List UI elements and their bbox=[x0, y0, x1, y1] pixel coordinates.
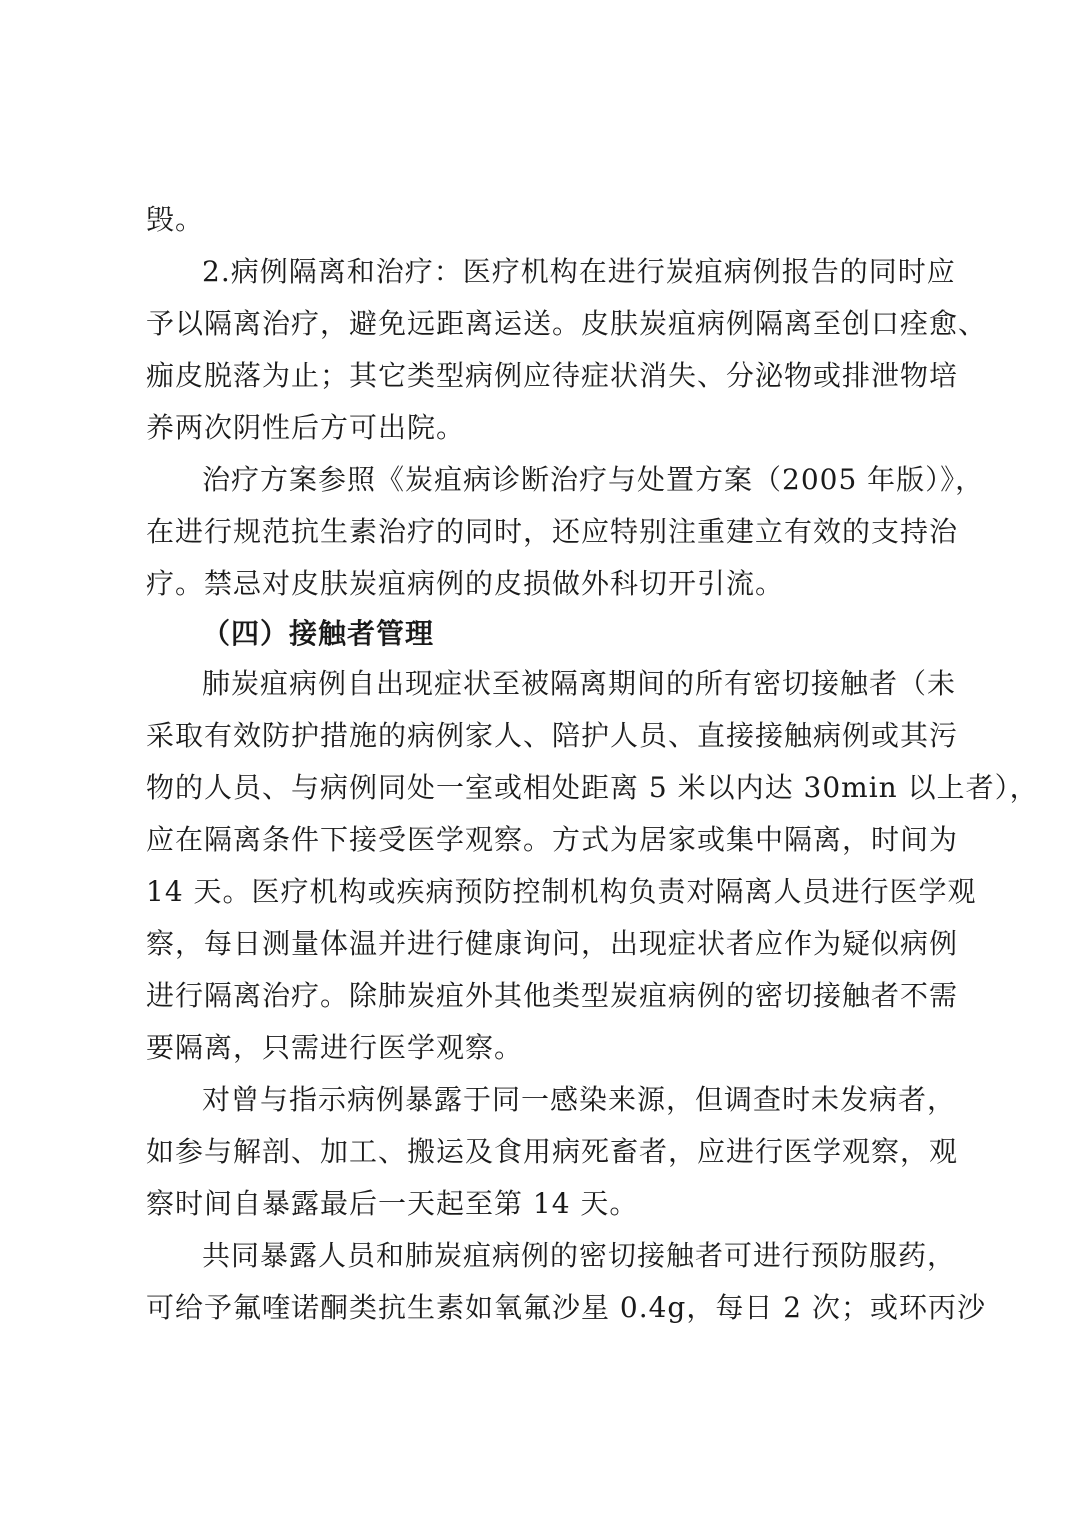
text-line: 治疗方案参照《炭疽病诊断治疗与处置方案（2005 年版）》， bbox=[202, 463, 985, 496]
text-line: 在进行规范抗生素治疗的同时，还应特别注重建立有效的支持治 bbox=[146, 515, 959, 548]
text-line: 察，每日测量体温并进行健康询问，出现症状者应作为疑似病例 bbox=[146, 927, 959, 960]
text-line: 痂皮脱落为止；其它类型病例应待症状消失、分泌物或排泄物培 bbox=[146, 359, 959, 392]
text-line: 共同暴露人员和肺炭疽病例的密切接触者可进行预防服药， bbox=[202, 1239, 957, 1272]
text-line: 予以隔离治疗，避免远距离运送。皮肤炭疽病例隔离至创口痊愈、 bbox=[146, 307, 988, 340]
text-line: 应在隔离条件下接受医学观察。方式为居家或集中隔离，时间为 bbox=[146, 823, 959, 856]
section-heading: （四）接触者管理 bbox=[202, 617, 435, 650]
text-line: 对曾与指示病例暴露于同一感染来源，但调查时未发病者， bbox=[202, 1083, 957, 1116]
text-line: 14 天。医疗机构或疾病预防控制机构负责对隔离人员进行医学观 bbox=[146, 875, 977, 908]
text-line: 2.病例隔离和治疗：医疗机构在进行炭疽病例报告的同时应 bbox=[202, 255, 956, 288]
text-line: 毁。 bbox=[146, 203, 205, 236]
text-line: 疗。禁忌对皮肤炭疽病例的皮损做外科切开引流。 bbox=[146, 567, 785, 600]
text-line: 养两次阴性后方可出院。 bbox=[146, 411, 466, 444]
text-line: 要隔离，只需进行医学观察。 bbox=[146, 1031, 524, 1064]
text-line: 察时间自暴露最后一天起至第 14 天。 bbox=[146, 1187, 639, 1220]
text-line: 如参与解剖、加工、搬运及食用病死畜者，应进行医学观察，观 bbox=[146, 1135, 959, 1168]
text-line: 进行隔离治疗。除肺炭疽外其他类型炭疽病例的密切接触者不需 bbox=[146, 979, 959, 1012]
text-line: 可给予氟喹诺酮类抗生素如氧氟沙星 0.4g，每日 2 次；或环丙沙 bbox=[146, 1291, 986, 1324]
text-line: 肺炭疽病例自出现症状至被隔离期间的所有密切接触者（未 bbox=[202, 667, 957, 700]
text-line: 物的人员、与病例同处一室或相处距离 5 米以内达 30min 以上者）， bbox=[146, 771, 1039, 804]
text-line: 采取有效防护措施的病例家人、陪护人员、直接接触病例或其污 bbox=[146, 719, 959, 752]
